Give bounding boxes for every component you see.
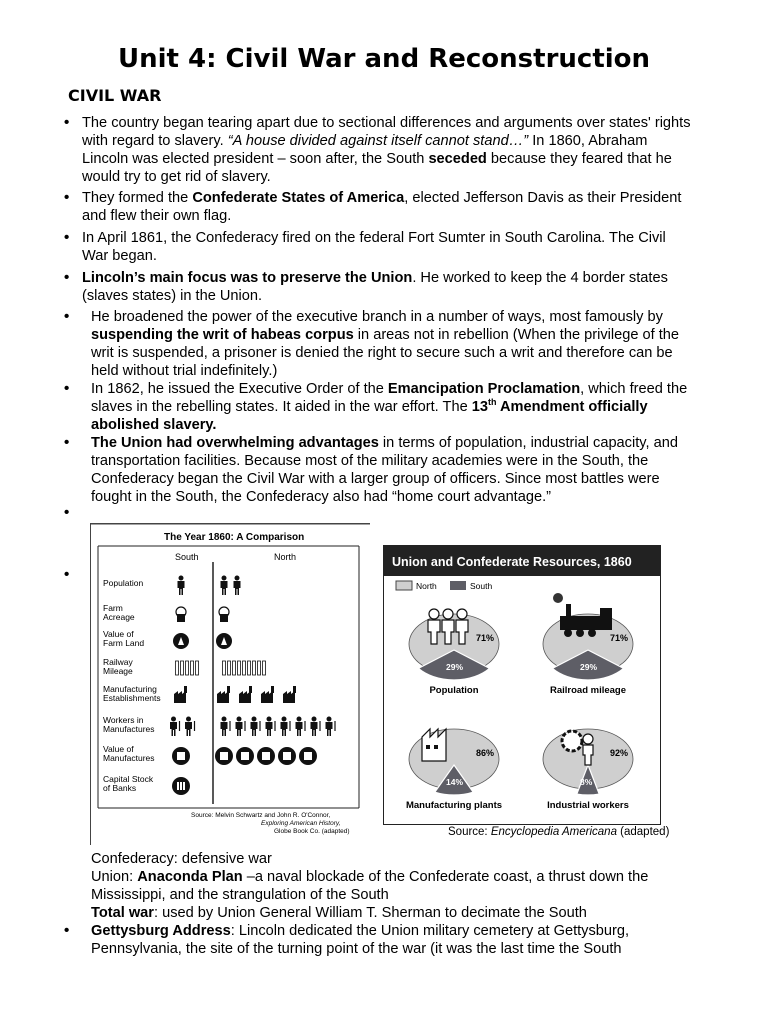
rail-pictograph-icon	[196, 661, 199, 675]
money-pictograph-icon	[257, 747, 275, 765]
north-percent-label: 92%	[610, 748, 629, 758]
row-label: Manufactures	[103, 753, 155, 763]
pie-chart	[409, 609, 499, 696]
row-label: Value of	[103, 629, 134, 639]
factory-pictograph-icon	[217, 686, 230, 703]
south-percent-label: 14%	[446, 777, 464, 787]
figure-title: Union and Confederate Resources, 1860	[392, 555, 632, 569]
bullet-habeas-corpus: • He broadened the power of the executive branch in a number of ways, most famously by suspending the writ of habeas corpus in areas not in rebellion (When the privilege of the writ is suspended, a prisoner is denied the right to secure such a writ and therefore can be held without trial indefinitely.)	[91, 308, 701, 380]
row-label: Workers in	[103, 715, 144, 725]
worker-pictograph-icon	[311, 717, 321, 737]
confederacy-strategy: Confederacy: defensive war	[91, 851, 272, 867]
bullet-emancipation: • In 1862, he issued the Executive Order of the Emancipation Proclamation, which freed the slaves in the rebelling states. It aided in the war effort. The 13th Amendment officially abolished slavery.	[91, 380, 701, 434]
legend-south-swatch	[450, 581, 466, 590]
bullet-fort-sumter: • In April 1861, the Confederacy fired on the federal Fort Sumter in South Carolina. The Civil War began.	[82, 229, 694, 265]
rail-pictograph-icon	[248, 661, 251, 675]
row-label: Population	[103, 578, 144, 588]
resources-1860-figure	[383, 545, 661, 825]
land-pictograph-icon	[216, 633, 232, 649]
bullet-union-advantages: • The Union had overwhelming advantages in terms of population, industrial capacity, and transportation facilities. Because most of the military academies were in the South, the Confederacy began the Civil War with a larger group of officers. Since most battles were fought in the South, the Confederacy also had “home court advantage.”	[91, 434, 701, 506]
rail-pictograph-icon	[223, 661, 226, 675]
money-pictograph-icon	[172, 747, 190, 765]
north-percent-label: 71%	[476, 633, 495, 643]
worker-pictograph-icon	[266, 717, 276, 737]
person-pictograph-icon	[221, 576, 228, 596]
money-pictograph-icon	[236, 747, 254, 765]
farm-pictograph-icon	[219, 607, 229, 622]
worker-pictograph-icon	[326, 717, 336, 737]
figure-source: Source: Melvin Schwartz and John R. O'Connor,	[191, 812, 331, 819]
worker-pictograph-icon	[251, 717, 261, 737]
pie-label: Population	[429, 685, 479, 696]
factory-icon	[422, 729, 446, 761]
empty-bullet: •	[64, 504, 70, 521]
worker-pictograph-icon	[170, 717, 180, 737]
legend-north-swatch	[396, 581, 412, 590]
factory-pictograph-icon	[174, 686, 187, 703]
figure-source-publisher: Globe Book Co. (adapted)	[274, 828, 350, 835]
row-label: Value of	[103, 744, 134, 754]
rail-pictograph-icon	[243, 661, 246, 675]
row-label: Manufacturing	[103, 684, 157, 694]
people-icon	[428, 609, 468, 644]
person-pictograph-icon	[234, 576, 241, 596]
rail-pictograph-icon	[228, 661, 231, 675]
factory-pictograph-icon	[283, 686, 296, 703]
money-pictograph-icon	[299, 747, 317, 765]
north-percent-label: 86%	[476, 748, 495, 758]
south-percent-label: 29%	[580, 662, 598, 672]
comparison-1860-figure	[90, 523, 370, 845]
bank-pictograph-icon	[172, 777, 190, 795]
legend-south-label: South	[470, 581, 493, 591]
row-label: Railway	[103, 657, 133, 667]
pie-label: Industrial workers	[547, 800, 629, 811]
land-pictograph-icon	[173, 633, 189, 649]
rail-pictograph-icon	[233, 661, 236, 675]
rail-pictograph-icon	[176, 661, 179, 675]
worker-pictograph-icon	[236, 717, 246, 737]
pie-chart	[543, 593, 633, 696]
bullet-confederacy: • They formed the Confederate States of America, elected Jefferson Davis as their President and flew their own flag.	[82, 189, 694, 225]
figure-title: The Year 1860: A Comparison	[164, 532, 305, 543]
worker-pictograph-icon	[281, 717, 291, 737]
factory-pictograph-icon	[261, 686, 274, 703]
north-percent-label: 71%	[610, 633, 629, 643]
farm-pictograph-icon	[176, 607, 186, 622]
row-label: Farm Land	[103, 638, 145, 648]
pie-label: Manufacturing plants	[405, 800, 503, 811]
bullet-lincoln-focus: • Lincoln’s main focus was to preserve the Union. He worked to keep the 4 border states (slaves states) in the Union.	[82, 269, 694, 305]
figure-source-book: Exploring American History,	[261, 820, 341, 827]
row-label: Mileage	[103, 666, 133, 676]
rail-pictograph-icon	[191, 661, 194, 675]
worker-pictograph-icon	[296, 717, 306, 737]
rail-pictograph-icon	[253, 661, 256, 675]
rail-pictograph-icon	[186, 661, 189, 675]
south-percent-label: 8%	[580, 777, 593, 787]
row-label: Farm	[103, 603, 123, 613]
total-war: Total war: used by Union General William T. Sherman to decimate the South	[91, 905, 587, 921]
money-pictograph-icon	[215, 747, 233, 765]
row-label: of Banks	[103, 783, 137, 793]
rail-pictograph-icon	[181, 661, 184, 675]
factory-pictograph-icon	[239, 686, 252, 703]
row-label: Manufactures	[103, 724, 155, 734]
rail-pictograph-icon	[263, 661, 266, 675]
figure-source: Source: Encyclopedia Americana (adapted)	[448, 826, 670, 838]
pie-chart	[406, 729, 502, 811]
section-heading: CIVIL WAR	[68, 86, 162, 105]
row-label: Capital Stock	[103, 774, 154, 784]
north-column-header: North	[274, 552, 297, 562]
bullet-gettysburg: • Gettysburg Address: Lincoln dedicated the Union military cemetery at Gettysburg, Pennsylvania, the site of the turning point of the war (it was the last time the South	[91, 922, 696, 958]
legend-north-label: North	[416, 581, 437, 591]
bullet-secession: • The country began tearing apart due to sectional differences and arguments over states' rights with regard to slavery. “A house divided against itself cannot stand…” In 1860, Abraham Lincoln was elected president – soon after, the South seceded because they feared that he would try to get rid of slavery.	[82, 114, 694, 186]
row-label: Acreage	[103, 612, 135, 622]
rail-pictograph-icon	[258, 661, 261, 675]
anaconda-plan: Union: Anaconda Plan –a naval blockade of the Confederate coast, a thrust down the Mississippi, and the strangulation of the South	[91, 869, 649, 903]
row-label: Establishments	[103, 693, 161, 703]
page-title: Unit 4: Civil War and Reconstruction	[117, 44, 651, 74]
pie-chart	[543, 729, 633, 811]
person-pictograph-icon	[178, 576, 185, 596]
pie-label: Railroad mileage	[549, 685, 627, 696]
worker-pictograph-icon	[221, 717, 231, 737]
south-percent-label: 29%	[446, 662, 464, 672]
south-column-header: South	[175, 552, 199, 562]
money-pictograph-icon	[278, 747, 296, 765]
rail-pictograph-icon	[238, 661, 241, 675]
empty-bullet: •	[64, 566, 70, 583]
worker-pictograph-icon	[185, 717, 195, 737]
